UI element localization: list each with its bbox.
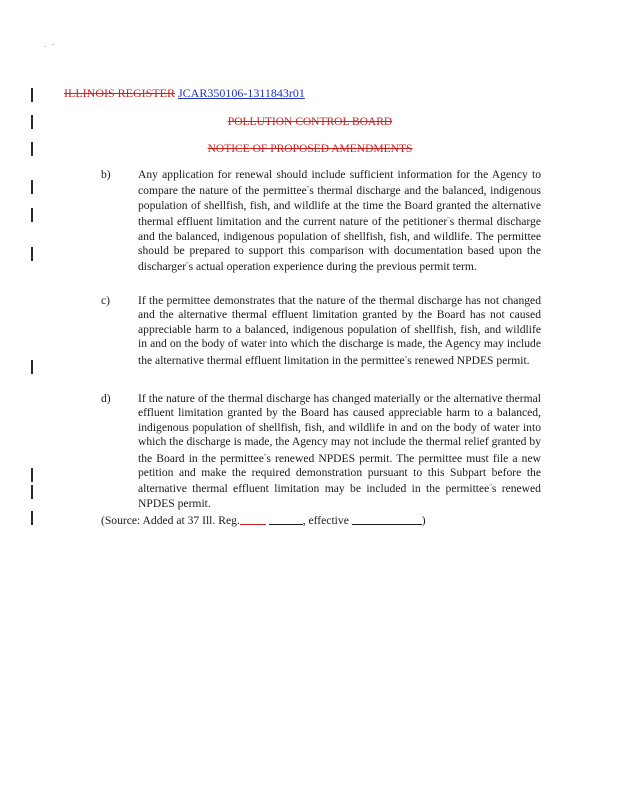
paragraph-text: If the permittee demonstrates that the nature of the thermal discharge has not changed and the alternative thermal effluent limitation granted by the Board has not caused appreciable harm to a balanced, indigenous population of shellfish, fish, and wildlife in and on the body of water into which the discharge is made, the Agency may include the alternative thermal effluent limitation in the permittee''s renewed NPDES permit. (138, 294, 541, 367)
scan-speck (52, 44, 54, 45)
change-bar (31, 511, 33, 525)
scan-speck (44, 46, 46, 47)
change-bar (31, 485, 33, 499)
edit-mark: '' (186, 261, 189, 270)
paragraph-label: c) (101, 294, 111, 307)
edit-mark: '' (263, 452, 267, 461)
paragraph-c (101, 294, 541, 368)
change-bar (31, 180, 33, 194)
change-bar (31, 247, 33, 261)
register-header (64, 86, 305, 101)
deleted-register-title: ILLINOIS REGISTER (64, 86, 175, 100)
change-bar (31, 208, 33, 222)
paragraph-label: b) (101, 168, 111, 181)
edit-mark: '' (447, 216, 450, 225)
register-page-blank (269, 513, 303, 525)
paragraph-text: If the nature of the thermal discharge has changed materially or the alternative thermal effluent limitation granted by the Board has caused appreciable harm to a balanced, indigenous population of shellfish, fish, and wildlife in and on the body of water into which the discharge is made, the Agency may not include the thermal relief granted by the Board in the permittee''s renewed NPDES permit. The permittee must file a new petition and make the required demonstration pursuant to this Subpart before the alternative thermal effluent limitation may be included in the permittee''s renewed NPDES permit. (138, 392, 541, 510)
edit-mark: '' (404, 354, 408, 363)
edit-mark: '' (489, 483, 492, 492)
paragraph-b (101, 168, 541, 275)
register-volume-blank (240, 513, 266, 525)
inserted-jcar-code: JCAR350106-1311843r01 (178, 86, 305, 100)
change-bar (31, 88, 33, 102)
paragraph-d (101, 392, 541, 511)
change-bar (31, 468, 33, 482)
notice-title: NOTICE OF PROPOSED AMENDMENTS (207, 143, 413, 155)
paragraph-label: d) (101, 392, 111, 405)
source-note: (Source: Added at 37 Ill. Reg. , effective ) (101, 514, 426, 527)
change-bar (31, 360, 33, 374)
effective-date-blank (352, 513, 422, 525)
paragraph-text: Any application for renewal should include sufficient information for the Agency to compare the nature of the permittee''s thermal discharge and the balanced, indigenous population of shellfish, fish, and wildlife at the time the Board granted the alternative thermal effluent limitation and the current nature of the petitioner''s thermal discharge and the balanced, indigenous population of shellfish, fish, and wildlife. The permittee should be prepared to support this comparison with documentation based upon the discharger''s actual operation experience during the previous permit term. (138, 168, 541, 274)
edit-mark: '' (306, 185, 310, 194)
agency-title: POLLUTION CONTROL BOARD (227, 116, 393, 128)
